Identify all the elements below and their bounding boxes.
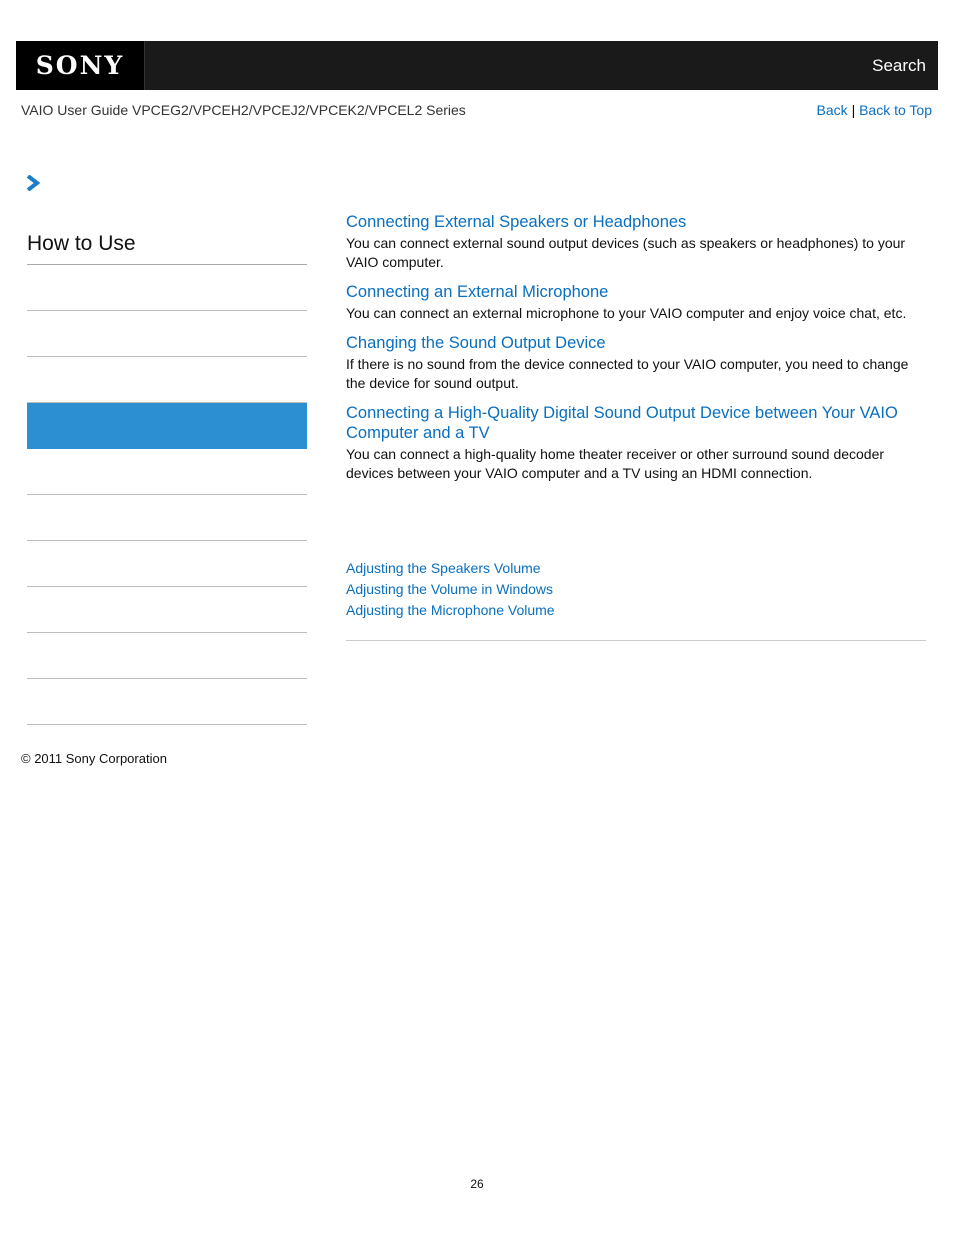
sidebar-item[interactable]	[27, 495, 307, 541]
topic-link[interactable]: Connecting an External Microphone	[346, 283, 609, 301]
sony-logo[interactable]	[16, 41, 145, 90]
logo-text: SONY	[35, 51, 125, 80]
sidebar-item[interactable]	[27, 403, 307, 449]
topic-link[interactable]: Connecting External Speakers or Headphones	[346, 213, 687, 231]
sidebar-item[interactable]	[27, 449, 307, 495]
search-button[interactable]: Search	[872, 56, 926, 75]
sidebar-item[interactable]	[27, 311, 307, 357]
guide-title: VAIO User Guide VPCEG2/VPCEH2/VPCEJ2/VPCEK2/VPCEL2 Series	[21, 102, 466, 118]
related-link[interactable]: Adjusting the Microphone Volume	[346, 602, 555, 618]
nav-separator: |	[851, 102, 856, 118]
topic-item	[346, 212, 926, 272]
topic-link[interactable]: Changing the Sound Output Device	[346, 334, 606, 352]
chevron-right-icon[interactable]	[26, 175, 40, 196]
top-bar	[16, 41, 938, 90]
back-link[interactable]: Back	[816, 102, 848, 118]
topic-link[interactable]: Connecting a High-Quality Digital Sound Output Device between Your VAIO Computer and a TV	[346, 404, 898, 442]
related-links	[346, 558, 555, 621]
related-link[interactable]: Adjusting the Volume in Windows	[346, 581, 553, 597]
back-to-top-link[interactable]: Back to Top	[859, 102, 932, 118]
sidebar	[27, 228, 307, 725]
topic-description: You can connect a high-quality home theater receiver or other surround sound decoder devices between your VAIO computer and a TV using an HDMI connection.	[346, 446, 885, 481]
copyright: © 2011 Sony Corporation	[21, 751, 167, 766]
related-link[interactable]: Adjusting the Speakers Volume	[346, 560, 541, 576]
sidebar-item[interactable]	[27, 587, 307, 633]
sidebar-item[interactable]	[27, 541, 307, 587]
page-number: 26	[470, 1177, 484, 1191]
content-divider	[346, 640, 926, 641]
topic-description: You can connect an external microphone to your VAIO computer and enjoy voice chat, etc.	[346, 305, 907, 321]
sidebar-title: How to Use	[27, 228, 307, 265]
topic-item	[346, 403, 926, 483]
topic-item	[346, 333, 926, 393]
sidebar-item[interactable]	[27, 357, 307, 403]
sidebar-item[interactable]	[27, 633, 307, 679]
sidebar-item[interactable]	[27, 679, 307, 725]
topic-description: You can connect external sound output devices (such as speakers or headphones) to your VAIO computer.	[346, 235, 906, 270]
sidebar-item[interactable]	[27, 265, 307, 311]
topic-description: If there is no sound from the device connected to your VAIO computer, you need to change the device for sound output.	[346, 356, 909, 391]
top-navigation	[817, 102, 932, 118]
main-content	[346, 212, 926, 493]
topic-item	[346, 282, 926, 323]
